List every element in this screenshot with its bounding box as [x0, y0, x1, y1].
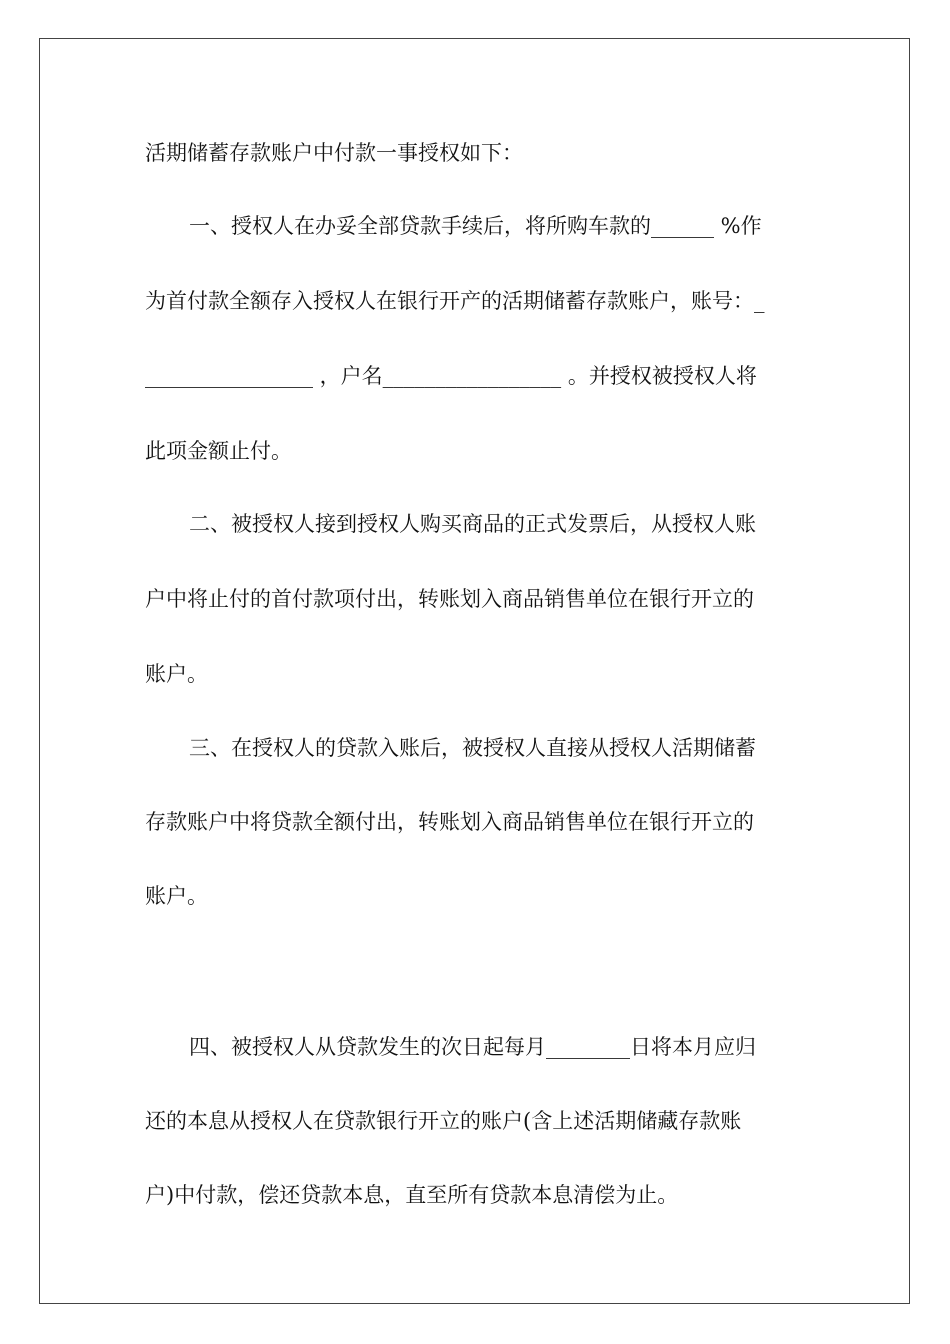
text-line: 账户。: [145, 662, 208, 686]
text-line: 户)中付款，偿还贷款本息，直至所有贷款本息清偿为止。: [145, 1183, 679, 1207]
text-line: 此项金额止付。: [145, 439, 292, 463]
text-line: ________________ ，户名_________________ 。并授权被授权人将: [145, 364, 757, 388]
text-line: 账户。: [145, 884, 208, 908]
text-line: 四、被授权人从贷款发生的次日起每月________日将本月应归: [189, 1035, 756, 1059]
text-line: 活期储蓄存款账户中付款一事授权如下：: [145, 141, 523, 165]
text-line: 二、被授权人接到授权人购买商品的正式发票后，从授权人账: [189, 512, 756, 536]
text-line: 为首付款全额存入授权人在银行开产的活期储蓄存款账户，账号：_: [145, 289, 765, 313]
text-line: 户中将止付的首付款项付出，转账划入商品销售单位在银行开立的: [145, 587, 754, 611]
text-line: 三、在授权人的贷款入账后，被授权人直接从授权人活期储蓄: [189, 736, 756, 760]
text-line: 存款账户中将贷款全额付出，转账划入商品销售单位在银行开立的: [145, 810, 754, 834]
text-line: 还的本息从授权人在贷款银行开立的账户(含上述活期储藏存款账: [145, 1109, 742, 1133]
text-line: 一、授权人在办妥全部贷款手续后，将所购车款的______ %作: [189, 214, 762, 238]
